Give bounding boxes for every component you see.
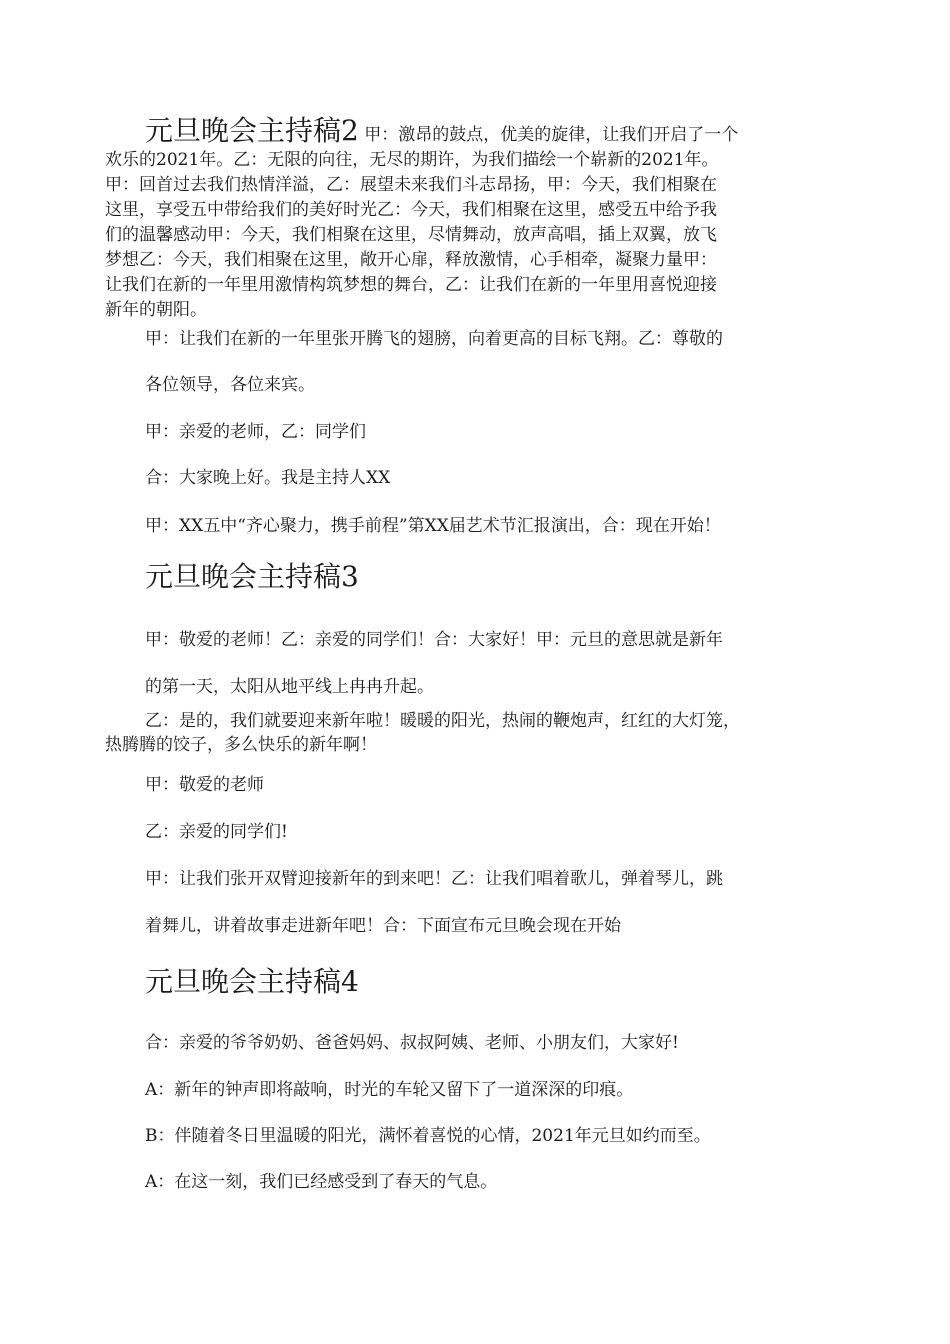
section-3-title: 元旦晚会主持稿3 [145,560,359,593]
paragraph: 合：亲爱的爷爷奶奶、爸爸妈妈、叔叔阿姨、老师、小朋友们，大家好! [145,1033,679,1053]
section-4-title: 元旦晚会主持稿4 [145,965,359,998]
section-2-title: 元旦晚会主持稿2 [145,114,359,147]
paragraph: 乙：亲爱的同学们! [145,822,288,842]
text-line: 让我们在新的一年里用激情构筑梦想的舞台，乙：让我们在新的一年里用喜悦迎接 [105,275,717,295]
paragraph: B：伴随着冬日里温暖的阳光，满怀着喜悦的心情，2021年元旦如约而至。 [145,1126,711,1146]
paragraph: A：新年的钟声即将敲响，时光的车轮又留下了一道深深的印痕。 [145,1080,634,1100]
text-line: 们的温馨感动甲：今天，我们相聚在这里，尽情舞动，放声高唱，插上双翼，放飞 [105,225,717,245]
text-line: 梦想乙：今天，我们相聚在这里，敞开心扉，释放激情，心手相牵，凝聚力量甲： [105,250,717,270]
paragraph: 乙：是的，我们就要迎来新年啦！暖暖的阳光，热闹的鞭炮声，红红的大灯笼， [145,711,740,731]
paragraph: 甲：敬爱的老师！乙：亲爱的同学们！合：大家好！甲：元旦的意思就是新年 [145,630,723,650]
paragraph: 甲：XX五中“齐心聚力，携手前程”第XX届艺术节汇报演出，合：现在开始！ [145,516,721,536]
text-line: 新年的朝阳。 [105,300,207,320]
paragraph: 甲：让我们张开双臂迎接新年的到来吧！乙：让我们唱着歌儿，弹着琴儿，跳 [145,869,723,889]
text-line: 甲：激昂的鼓点，优美的旋律，让我们开启了一个 [364,125,739,145]
paragraph: A：在这一刻，我们已经感受到了春天的气息。 [145,1172,498,1192]
text-line: 这里，享受五中带给我们的美好时光乙：今天，我们相聚在这里，感受五中给予我 [105,200,717,220]
paragraph: 着舞儿，讲着故事走进新年吧！合：下面宣布元旦晚会现在开始 [145,916,621,936]
text-line: 甲：回首过去我们热情洋溢，乙：展望未来我们斗志昂扬，甲：今天，我们相聚在 [105,175,717,195]
paragraph: 各位领导，各位来宾。 [145,375,315,395]
paragraph: 合：大家晚上好。我是主持人XX [145,468,391,488]
paragraph: 甲：敬爱的老师 [145,775,264,795]
paragraph-continuation: 热腾腾的饺子，多么快乐的新年啊！ [105,735,377,755]
section-2-opening-paragraph [105,114,865,323]
text-line: 欢乐的2021年。乙：无限的向往，无尽的期许，为我们描绘一个崭新的2021年。 [105,150,719,170]
paragraph: 甲：亲爱的老师，乙：同学们 [145,422,366,442]
paragraph: 甲：让我们在新的一年里张开腾飞的翅膀，向着更高的目标飞翔。乙：尊敬的 [145,329,723,349]
section-2-first-line [105,114,865,148]
paragraph: 的第一天，太阳从地平线上冉冉升起。 [145,677,434,697]
